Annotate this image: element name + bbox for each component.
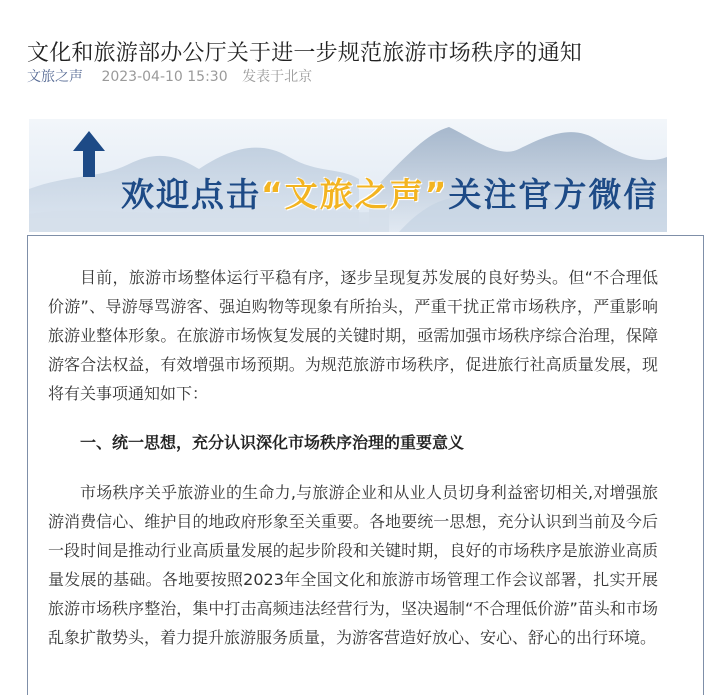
- banner-account-name: “文旅之声”: [261, 175, 449, 214]
- article-title: 文化和旅游部办公厅关于进一步规范旅游市场秩序的通知: [27, 40, 583, 66]
- publish-location: 发表于北京: [242, 69, 313, 85]
- up-arrow-icon: [73, 131, 105, 177]
- body-paragraph: 市场秩序关乎旅游业的生命力,与旅游企业和从业人员切身利益密切相关,对增强旅游消费信心、维护目的地政府形象至关重要。各地要统一思想，充分认识到当前及今后一段时间是推动行业高质量发展的起步阶段和关键时期，良好的市场秩序是旅游业高质量发展的基础。各地要按照2023年全国文化和旅游市场管理工作会议部署，扎实开展旅游市场秩序整治，集中打击高频违法经营行为，坚决遏制“不合理低价游”苗头和市场乱象扩散势头，着力提升旅游服务质量，为游客营造好放心、安心、舒心的出行环境。: [48, 483, 658, 647]
- article-meta: [27, 66, 312, 88]
- publish-time: 2023-04-10 15:30: [101, 69, 228, 85]
- banner-text-before: 欢迎点击: [121, 175, 261, 214]
- body-paragraph: 目前，旅游市场整体运行平稳有序，逐步呈现复苏发展的良好势头。但“不合理低价游”、导游辱骂游客、强迫购物等现象有所抬头，严重干扰正常市场秩序，严重影响旅游业整体形象。在旅游市场恢复发展的关键时期，亟需加强市场秩序综合治理，保障游客合法权益，有效增强市场预期。为规范旅游市场秩序，促进旅行社高质量发展，现将有关事项通知如下：: [48, 268, 658, 403]
- banner-text-after: 关注官方微信: [448, 175, 659, 214]
- section-heading: 一、统一思想，充分认识深化市场秩序治理的重要意义: [80, 433, 465, 452]
- banner-text: [121, 171, 658, 219]
- author-link[interactable]: 文旅之声: [27, 69, 83, 85]
- follow-banner[interactable]: [29, 119, 667, 232]
